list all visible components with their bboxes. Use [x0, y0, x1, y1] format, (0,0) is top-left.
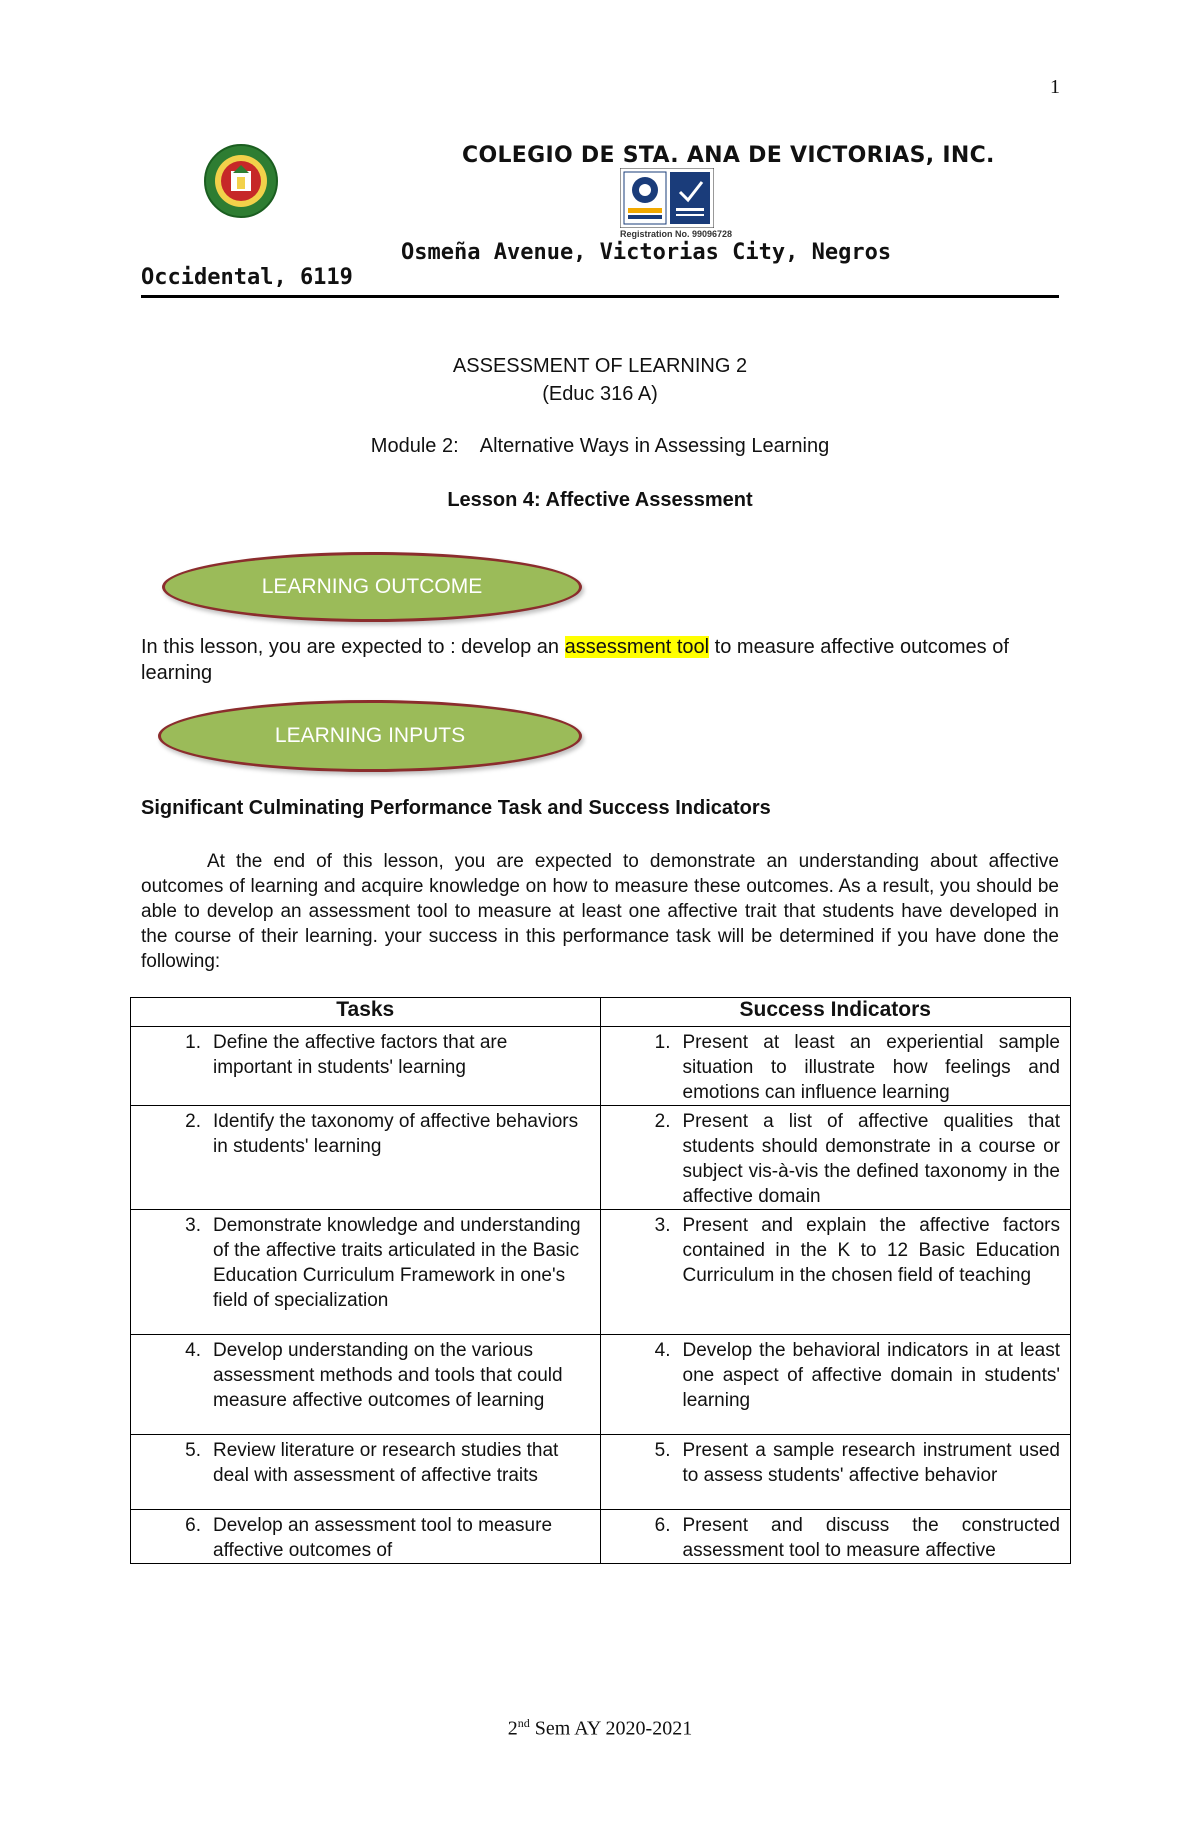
task-cell [131, 1106, 601, 1210]
lesson-title: Lesson 4: Affective Assessment [447, 489, 753, 511]
indicator-text: Develop the behavioral indicators in at least one aspect of affective domain in students' learning [682, 1340, 1060, 1411]
footer-semester-text: Sem AY 2020-2021 [529, 1717, 693, 1740]
course-code: (Educ 316 A) [542, 383, 658, 405]
indicator-number: 5. [654, 1440, 671, 1461]
module-title: Module 2: Alternative Ways in Assessing Learning [370, 435, 830, 457]
table-row [131, 1335, 1071, 1435]
task-cell [131, 1435, 601, 1510]
indicator-text: Present at least an experiential sample situation to illustrate how feelings and emotions can influence learning [682, 1032, 1060, 1103]
indicator-cell [600, 1027, 1071, 1106]
address-line-2: Occidental, 6119 [141, 265, 353, 290]
task-number: 1. [185, 1032, 201, 1053]
indicator-number: 4. [654, 1340, 671, 1361]
table-row [131, 1510, 1071, 1564]
indicator-text: Present and discuss the constructed assessment tool to measure affective [682, 1515, 1060, 1561]
address-line-1: Osmeña Avenue, Victorias City, Negros [401, 240, 892, 265]
highlighted-phrase: assessment tool [564, 636, 710, 658]
indicator-text: Present a sample research instrument used to assess students' affective behavior [682, 1440, 1060, 1486]
table-row [131, 1106, 1071, 1210]
task-cell [131, 1027, 601, 1106]
learning-inputs-label: LEARNING INPUTS [274, 724, 466, 747]
task-text: Demonstrate knowledge and understanding of the affective traits articulated in the Basic Education Curriculum Framework in one's field of specialization [213, 1215, 581, 1311]
intro-paragraph: At the end of this lesson, you are expected to demonstrate an understanding about affective outcomes of learning and acquire knowledge on how to measure these outcomes. As a result, you should be able to develop an assessment tool to measure at least one affective trait that students have developed in the course of their learning. your success in this performance task will be determined if you have done the following: [141, 851, 1059, 972]
school-name: COLEGIO DE STA. ANA DE VICTORIAS, INC. [462, 143, 995, 168]
learning-outcome-label: LEARNING OUTCOME [261, 575, 483, 598]
learning-outcome-badge [162, 552, 582, 622]
outcome-text-end: to measure affective outcomes of learning [141, 636, 1009, 684]
tasks-table [130, 997, 1071, 1564]
indicator-cell [600, 1435, 1071, 1510]
task-cell [131, 1510, 601, 1564]
task-cell [131, 1210, 601, 1335]
task-text: Review literature or research studies that deal with assessment of affective traits [213, 1440, 559, 1486]
table-row [131, 1027, 1071, 1106]
indicator-number: 3. [654, 1215, 671, 1236]
task-text: Identify the taxonomy of affective behaviors in students' learning [213, 1111, 579, 1157]
footer-ordinal-suffix: nd [517, 1716, 530, 1730]
task-number: 2. [185, 1111, 201, 1132]
tasks-header: Tasks [131, 998, 601, 1027]
task-number: 5. [185, 1440, 201, 1461]
table-row [131, 1435, 1071, 1510]
indicator-cell [600, 1106, 1071, 1210]
task-text: Develop an assessment tool to measure affective outcomes of [213, 1515, 553, 1561]
task-text: Define the affective factors that are important in students' learning [213, 1032, 508, 1078]
registration-number: Registration No. 99096728 [620, 229, 733, 239]
course-title: ASSESSMENT OF LEARNING 2 [452, 355, 748, 377]
task-cell [131, 1335, 601, 1435]
section-heading: Significant Culminating Performance Task and Success Indicators [141, 797, 771, 819]
table-header-row [131, 998, 1071, 1027]
task-number: 6. [185, 1515, 201, 1536]
learning-inputs-badge [158, 700, 582, 772]
indicator-number: 2. [654, 1111, 671, 1132]
indicator-text: Present a list of affective qualities that students should demonstrate in a course or subject vis-à-vis the defined taxonomy in the affective domain [682, 1111, 1060, 1207]
header-divider [141, 295, 1059, 298]
task-number: 3. [185, 1215, 201, 1236]
task-text: Develop understanding on the various assessment methods and tools that could measure affective outcomes of learning [213, 1340, 563, 1411]
indicator-cell [600, 1210, 1071, 1335]
page-footer [0, 1716, 1200, 1741]
outcome-text-start: In this lesson, you are expected to : develop an [141, 636, 565, 658]
page-number: 1 [1050, 76, 1060, 98]
indicator-number: 6. [654, 1515, 671, 1536]
indicators-header: Success Indicators [600, 998, 1071, 1027]
indicator-number: 1. [654, 1032, 671, 1053]
indicator-cell [600, 1510, 1071, 1564]
school-seal-logo [203, 143, 279, 219]
iso-certification-logo [620, 168, 714, 228]
indicator-cell [600, 1335, 1071, 1435]
table-row [131, 1210, 1071, 1335]
learning-outcome-text [141, 634, 1059, 686]
task-number: 4. [185, 1340, 201, 1361]
footer-ordinal-number: 2 [507, 1717, 518, 1740]
indicator-text: Present and explain the affective factors contained in the K to 12 Basic Education Curriculum in the chosen field of teaching [682, 1215, 1060, 1286]
